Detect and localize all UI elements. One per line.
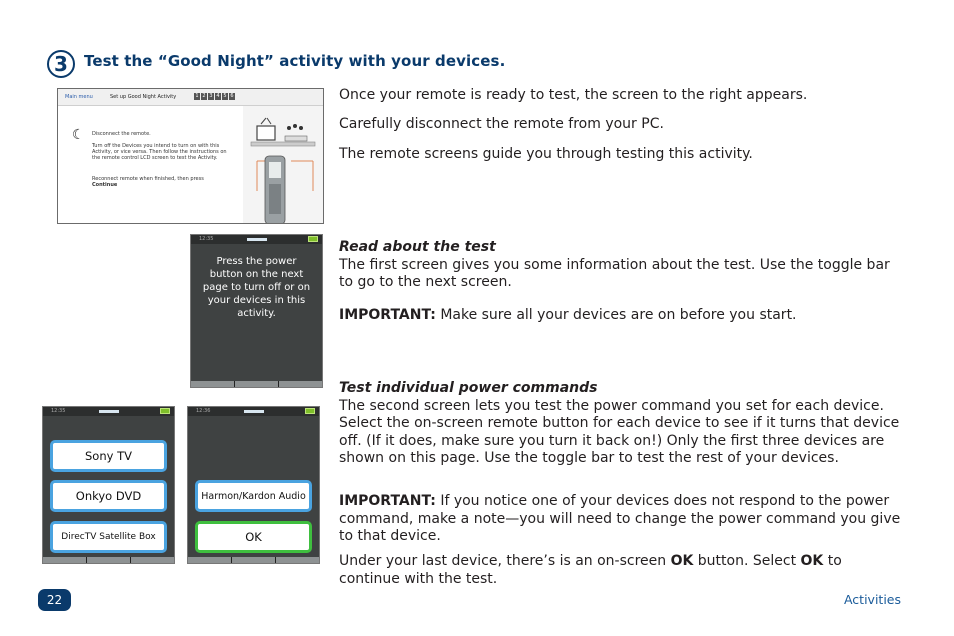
remote-screen-intro <box>190 234 323 388</box>
step-title: Test the “Good Night” activity with your devices. <box>84 52 506 70</box>
battery-icon <box>160 408 170 414</box>
page-indicator <box>244 410 264 413</box>
remote-message: Press the power button on the next page to turn off or on your devices in this activity. <box>202 256 311 319</box>
devices-illustration <box>243 106 323 224</box>
last-device-text: to continue with the test. <box>339 553 842 587</box>
remote-clock: 12:35 <box>51 408 66 414</box>
ok-button[interactable]: OK <box>195 521 312 553</box>
power-test-important <box>339 493 904 546</box>
software-screenshot <box>57 88 324 224</box>
remote-screen-devices-1 <box>42 406 175 564</box>
disconnect-icon: ☾ <box>72 127 85 143</box>
remote-clock: 12:36 <box>196 408 211 414</box>
device-button-harmon-kardon[interactable]: Harmon/Kardon Audio <box>195 480 312 512</box>
last-device-text: Under your last device, there’s is an on-screen <box>339 553 667 569</box>
ok-label: OK <box>800 553 824 569</box>
toggle-bar[interactable] <box>191 381 322 387</box>
software-instruction-3: Reconnect remote when finished, then press <box>92 176 204 182</box>
remote-screen-devices-2 <box>187 406 320 564</box>
software-instruction-2: Turn off the Devices you intend to turn on with this Activity, or vice versa. Then follow the instructions on the remote control LCD screen to test the Activity. <box>92 143 227 161</box>
read-test-body: The first screen gives you some information about the test. Use the toggle bar to go to the next screen. <box>339 256 890 290</box>
software-step-indicator <box>194 93 235 100</box>
software-step: 3 <box>209 93 213 99</box>
remote-status-bar <box>188 407 319 416</box>
important-label: IMPORTANT: <box>339 307 436 323</box>
intro-paragraph-1: Once your remote is ready to test, the screen to the right appears. <box>339 87 808 103</box>
ok-label: OK <box>670 553 694 569</box>
device-button-onkyo-dvd[interactable]: Onkyo DVD <box>50 480 167 512</box>
read-test-section <box>339 239 904 292</box>
device-illustration-panel <box>243 106 323 223</box>
battery-icon <box>308 236 318 242</box>
software-step: 1 <box>195 93 199 99</box>
power-test-last-device <box>339 553 904 588</box>
software-step: 6 <box>230 93 234 99</box>
intro-paragraph-3: The remote screens guide you through testing this activity. <box>339 146 753 162</box>
software-step: 5 <box>223 93 227 99</box>
software-step: 4 <box>216 93 220 99</box>
remote-status-bar <box>191 235 322 244</box>
page-number: 22 <box>38 589 71 611</box>
read-test-important <box>339 307 904 325</box>
last-device-text: button. Select <box>697 553 797 569</box>
page-indicator <box>99 410 119 413</box>
software-tab-setup: Set up Good Night Activity <box>110 94 177 100</box>
section-name: Activities <box>843 592 901 607</box>
important-text: Make sure all your devices are on before you start. <box>440 307 797 323</box>
software-step: 2 <box>202 93 206 99</box>
device-button-directv[interactable]: DirecTV Satellite Box <box>50 521 167 553</box>
read-test-heading: Read about the test <box>339 239 496 255</box>
remote-status-bar <box>43 407 174 416</box>
toggle-bar[interactable] <box>188 557 319 563</box>
step-number-badge: 3 <box>47 50 75 78</box>
intro-paragraph-2: Carefully disconnect the remote from your PC. <box>339 116 664 132</box>
power-test-section <box>339 380 904 468</box>
software-tab-main-menu: Main menu <box>65 94 93 100</box>
device-button-sony-tv[interactable]: Sony TV <box>50 440 167 472</box>
power-test-body: The second screen lets you test the power command you set for each device. Select the on-screen remote button for each device to see if it turns that device off. (If it does, make sure you turn it back on!) Only the first three devices are shown on this page. Use the toggle bar to test the rest of your devices. <box>339 397 900 466</box>
remote-clock: 12:35 <box>199 236 214 242</box>
software-continue-label: Continue <box>92 182 118 188</box>
important-label: IMPORTANT: <box>339 493 436 509</box>
software-nav-bar <box>58 89 323 106</box>
toggle-bar[interactable] <box>43 557 174 563</box>
important-text: If you notice one of your devices does not respond to the power command, make a note—you will need to change the power command you give to that device. <box>339 493 901 544</box>
software-instruction-1: Disconnect the remote. <box>92 131 151 137</box>
page-indicator <box>247 238 267 241</box>
power-test-heading: Test individual power commands <box>339 380 598 396</box>
battery-icon <box>305 408 315 414</box>
